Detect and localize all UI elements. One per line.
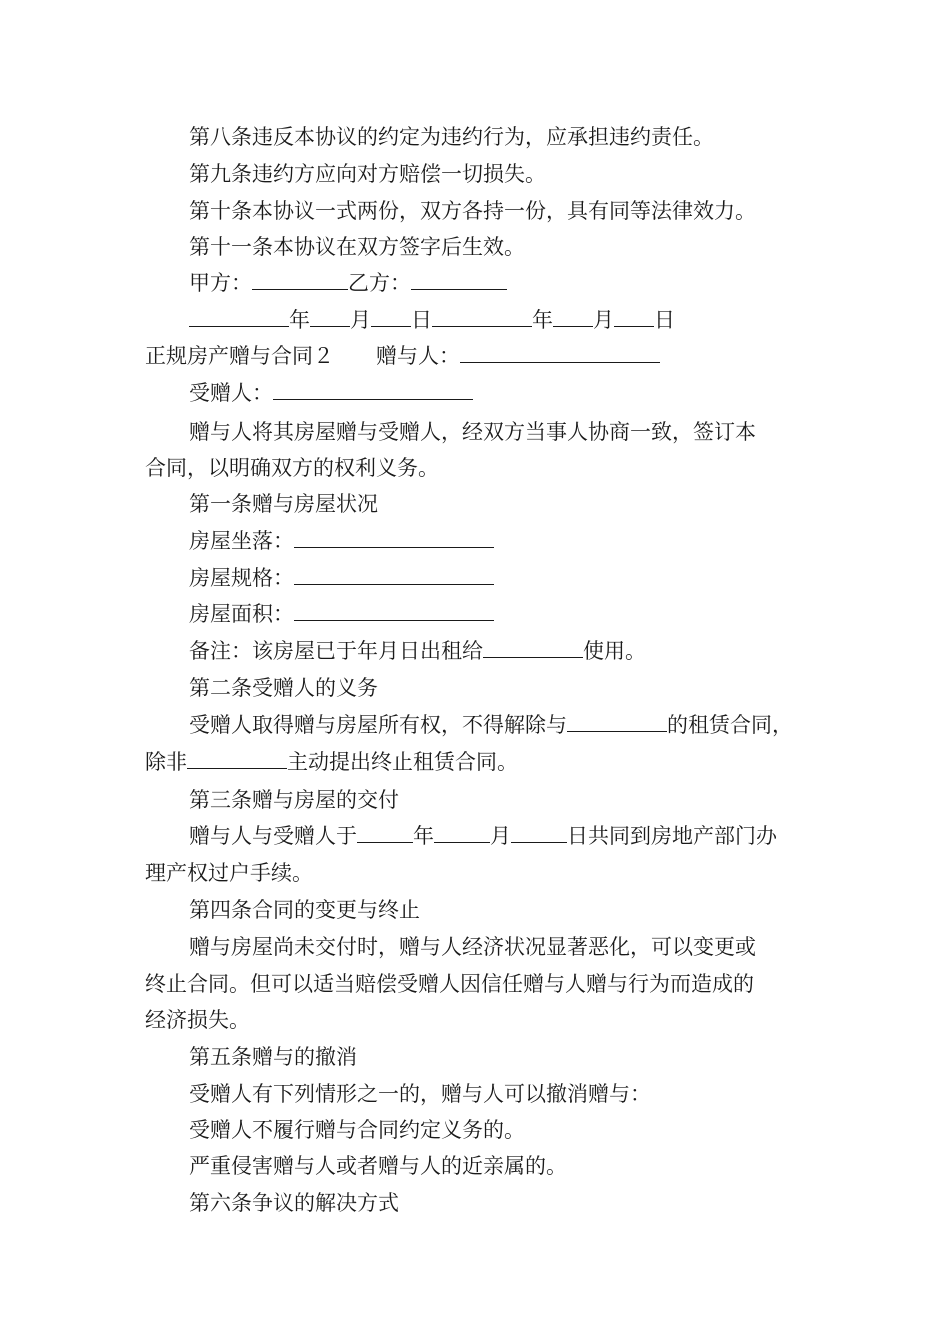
house-spec-blank [294,564,494,585]
clause-2-text-2: 除非 主动提出终止租赁合同。 [145,750,518,774]
donor-label: 赠与人： [376,344,460,368]
signature-line [145,269,869,297]
recipient-label: 受赠人： [189,381,273,405]
party-b-label: 乙方： [348,271,411,295]
recipient-blank [273,379,473,400]
party-b-blank [411,269,507,290]
party-a-blank [252,269,348,290]
clause-2-text-1: 受赠人取得赠与房屋所有权，不得解除与 的租赁合同， [189,713,793,737]
house-location-blank [294,527,494,548]
house-area-blank [294,600,494,621]
clause-3-heading: 第三条赠与房屋的交付 [189,788,399,812]
clause-4-text-2: 终止合同。但可以适当赔偿受赠人因信任赠与人赠与行为而造成的 [145,972,754,996]
clause-1-heading: 第一条赠与房屋状况 [189,492,378,516]
clause-2-heading: 第二条受赠人的义务 [189,676,378,700]
clause-3-text-1: 赠与人与受赠人于 年 月 日共同到房地产部门办 [189,824,777,848]
clause-5-heading: 第五条赠与的撤消 [189,1045,357,1069]
house-area-line: 房屋面积： [145,600,869,628]
clause-11: 第十一条本协议在双方签字后生效。 [189,235,525,259]
date-line: 年 月 日 年 月 日 [145,306,869,334]
clause-9: 第九条违约方应向对方赔偿一切损失。 [189,162,546,186]
clause-4-heading: 第四条合同的变更与终止 [189,898,420,922]
house-spec-line: 房屋规格： [145,564,869,592]
clause-10: 第十条本协议一式两份，双方各持一份，具有同等法律效力。 [189,199,756,223]
clause-5-text-3: 严重侵害赠与人或者赠与人的近亲属的。 [189,1154,567,1178]
house-location-line: 房屋坐落： [145,527,869,555]
contract-title: 正规房产赠与合同２ [145,344,334,368]
contract-title-line [145,342,825,370]
party-a-label: 甲方： [189,271,252,295]
remark-line: 备注：该房屋已于年月日出租给 使用。 [189,639,646,663]
donor-blank [460,342,660,363]
tenant-blank [483,637,583,658]
preamble-line-1: 赠与人将其房屋赠与受赠人，经双方当事人协商一致，签订本 [189,420,756,444]
clause-6-heading: 第六条争议的解决方式 [189,1191,399,1215]
preamble-line-2: 合同，以明确双方的权利义务。 [145,456,439,480]
clause-3-text-2: 理产权过户手续。 [145,861,313,885]
clause-5-text-2: 受赠人不履行赠与合同约定义务的。 [189,1118,525,1142]
clause-8: 第八条违反本协议的约定为违约行为，应承担违约责任。 [189,125,714,149]
clause-4-text-1: 赠与房屋尚未交付时，赠与人经济状况显著恶化，可以变更或 [189,935,756,959]
clause-5-text-1: 受赠人有下列情形之一的，赠与人可以撤消赠与： [189,1082,651,1106]
clause-4-text-3: 经济损失。 [145,1008,250,1032]
recipient-line [145,379,869,407]
